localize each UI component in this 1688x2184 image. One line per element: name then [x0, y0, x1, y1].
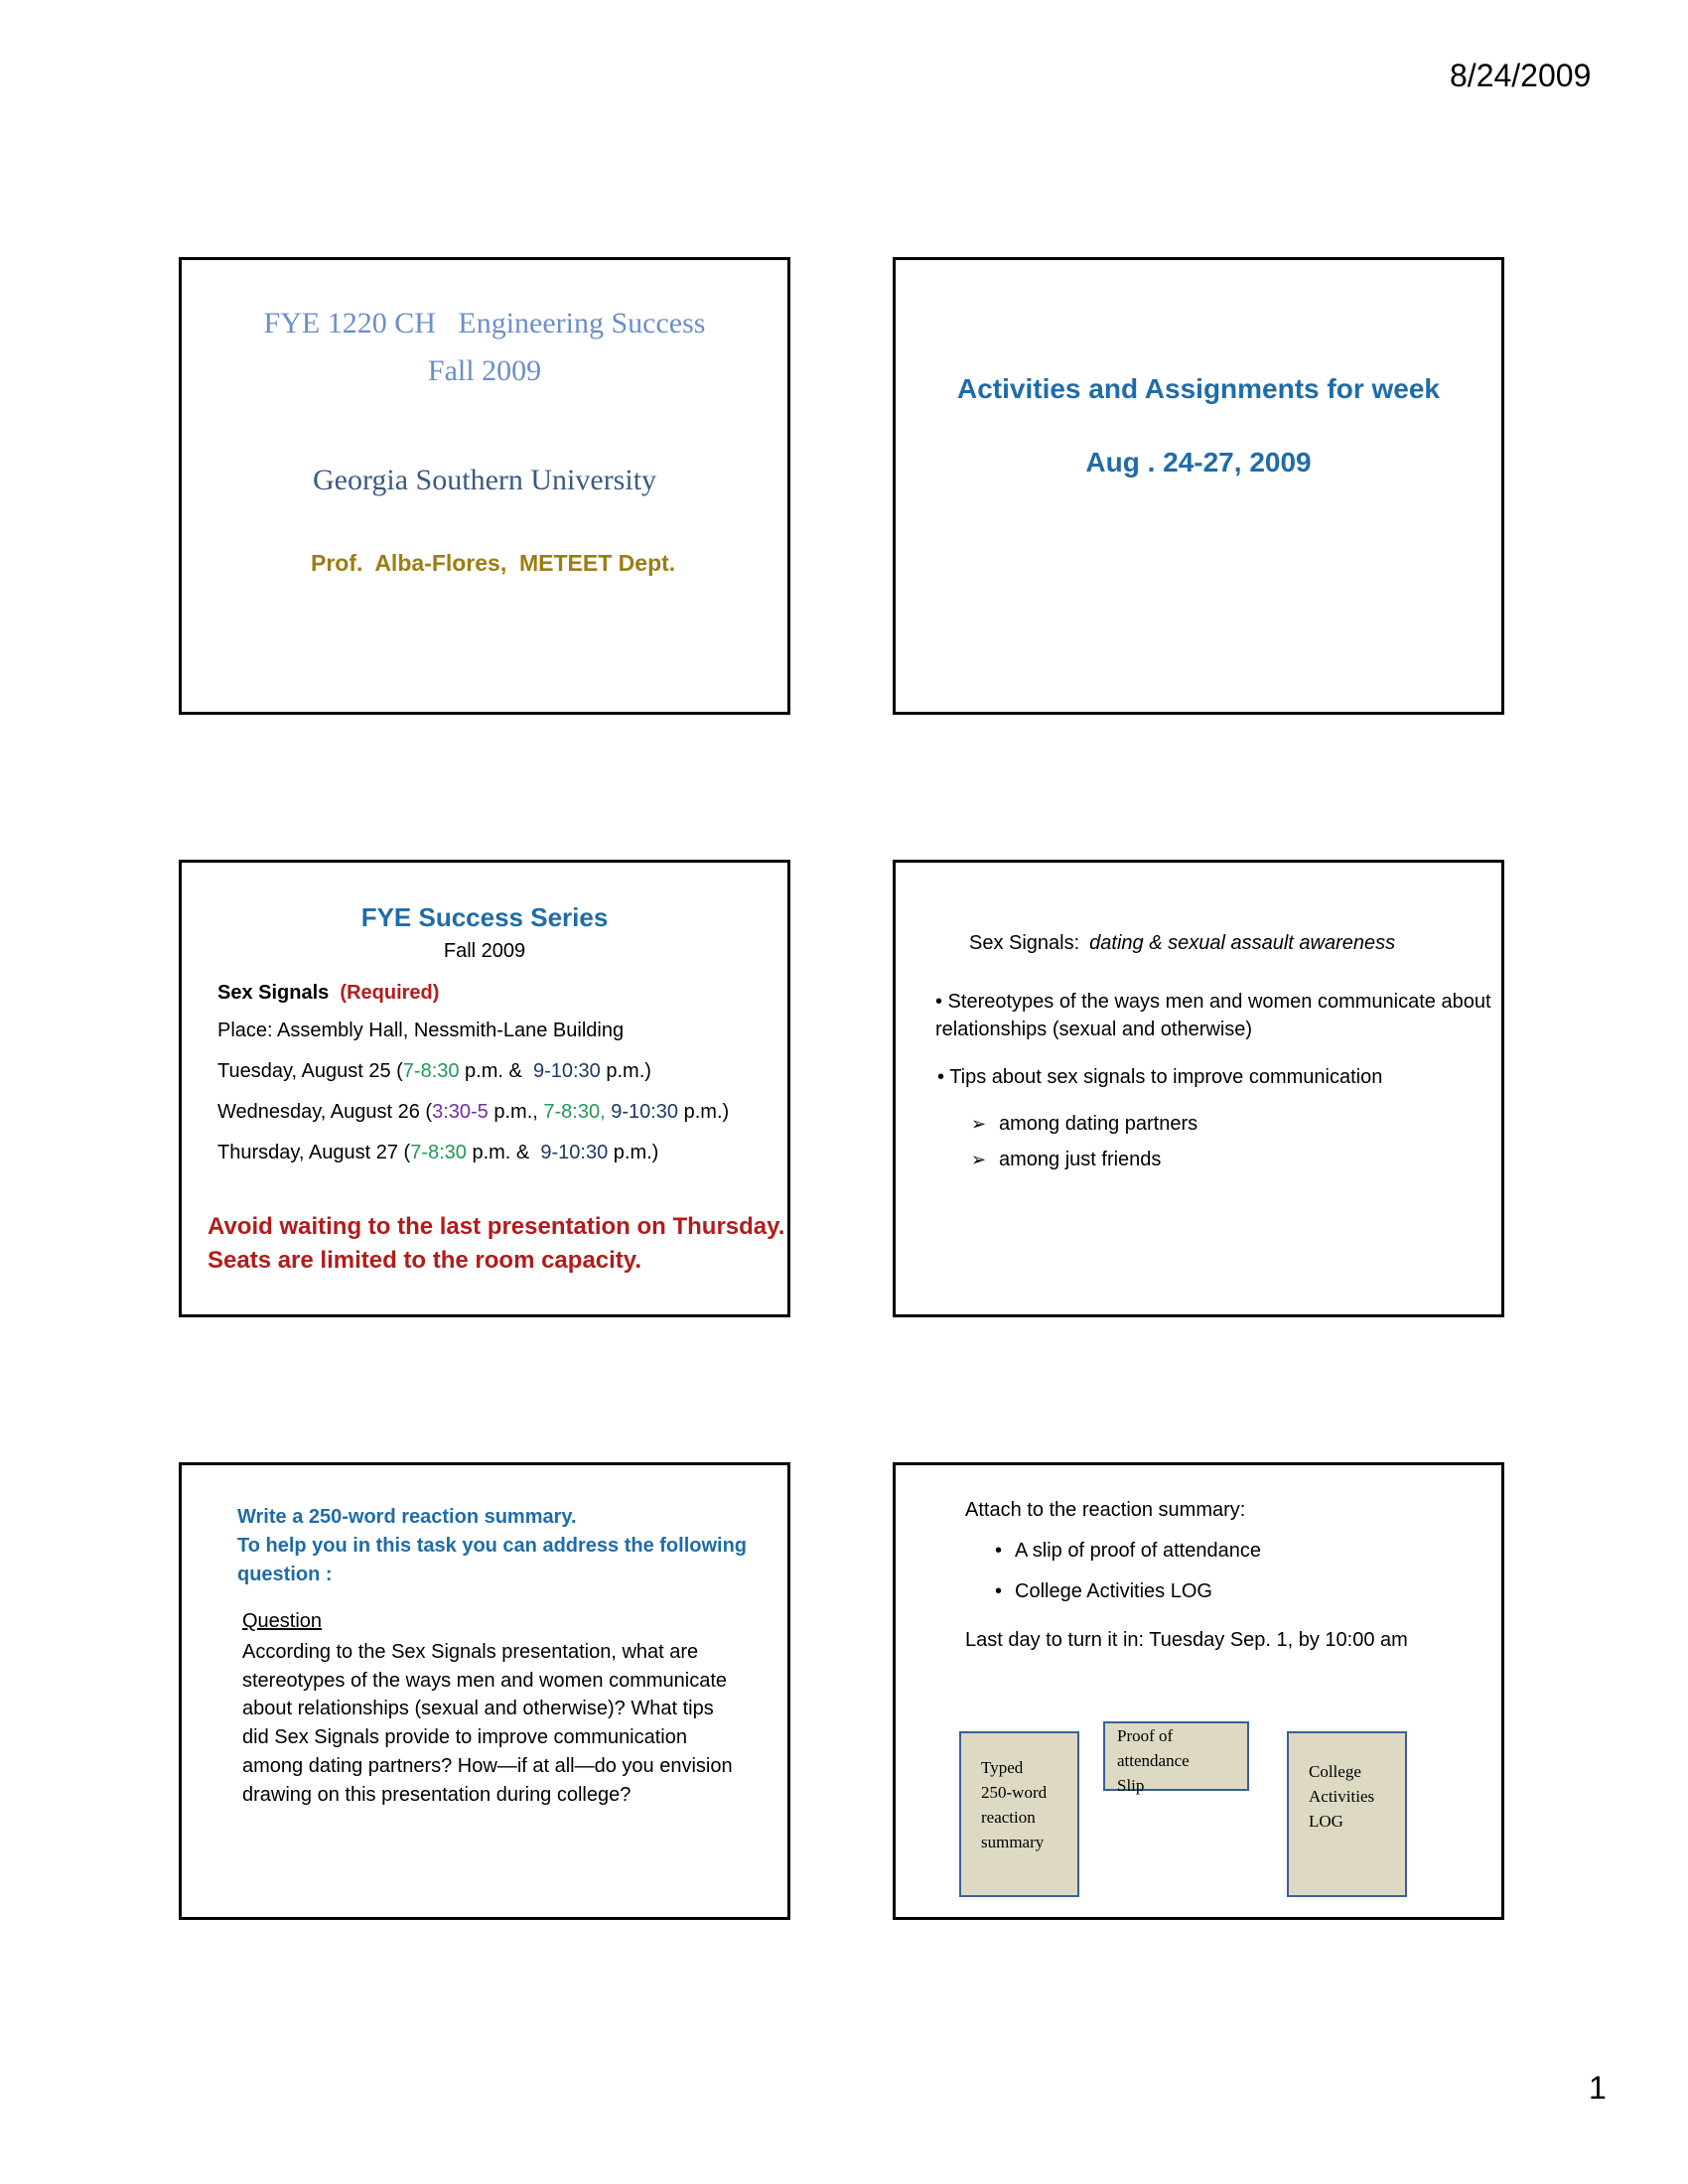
activities-dates: Aug . 24-27, 2009	[1085, 447, 1312, 478]
question-heading: Question	[242, 1610, 323, 1632]
slide-attachments	[893, 1462, 1504, 1920]
box-line: summary	[981, 1833, 1045, 1851]
tuesday-end: p.m.)	[600, 1060, 651, 1082]
required-label: (Required)	[340, 982, 440, 1004]
box-line: Typed	[981, 1758, 1024, 1777]
wednesday-end: p.m.)	[678, 1101, 730, 1123]
tuesday-time2: 9-10:30	[532, 1060, 601, 1082]
subbullet-friends	[971, 1149, 1161, 1171]
professor-line: Prof. Alba-Flores, METEET Dept.	[311, 550, 676, 576]
event-name: Sex Signals	[217, 982, 330, 1004]
typed-summary-box	[959, 1731, 1079, 1897]
page-number: 1	[1589, 2070, 1607, 2106]
intro-line1: Write a 250-word reaction summary.	[237, 1506, 577, 1528]
activities-log-box	[1287, 1731, 1407, 1897]
course-title	[182, 300, 787, 395]
arrow-bullet-icon: ➢	[971, 1150, 987, 1169]
slide-activities	[893, 257, 1504, 715]
warning-line1: Avoid waiting to the last presentation on Thursday.	[208, 1213, 785, 1240]
thursday-mid: p.m. &	[466, 1142, 541, 1163]
attach-bullet-slip	[995, 1540, 1261, 1563]
question-text: According to the Sex Signals presentation, what are stereotypes of the ways men and women communicate about relationships (sexual and otherwise)? What tips did Sex Signals provide to improve communication among dating partners? How—if at all—do you envision drawing on this presentation during college?	[242, 1641, 733, 1806]
subbullet-dating	[971, 1113, 1197, 1136]
box-line: LOG	[1309, 1812, 1343, 1831]
series-subtitle: Fall 2009	[443, 940, 526, 962]
tuesday-day: Tuesday, August 25 (	[217, 1060, 403, 1082]
wednesday-time2: 7-8:30,	[543, 1101, 606, 1123]
schedule-thursday	[217, 1142, 658, 1164]
course-line1: FYE 1220 CH Engineering Success	[263, 307, 706, 340]
course-line2: Fall 2009	[427, 354, 542, 387]
box-line: Slip	[1117, 1776, 1145, 1795]
event-name-line	[217, 982, 439, 1005]
slide-success-series	[179, 860, 790, 1317]
sex-signals-title	[969, 932, 1395, 955]
slide-reaction-summary	[179, 1462, 790, 1920]
tuesday-mid: p.m. &	[459, 1060, 533, 1082]
assignment-intro	[237, 1503, 774, 1589]
attach-item: A slip of proof of attendance	[1015, 1540, 1261, 1562]
university-name: Georgia Southern University	[312, 464, 657, 496]
title-main: Sex Signals:	[969, 932, 1080, 954]
deadline-text: Last day to turn it in: Tuesday Sep. 1, by 10:00 am	[965, 1629, 1408, 1651]
intro-line2: To help you in this task you can address the following question :	[237, 1535, 748, 1585]
attach-item: College Activities LOG	[1015, 1580, 1212, 1602]
wednesday-time3: 9-10:30	[611, 1101, 679, 1123]
proof-slip-box	[1103, 1721, 1249, 1795]
attach-heading: Attach to the reaction summary:	[965, 1499, 1246, 1521]
box-line: College	[1309, 1762, 1361, 1781]
arrow-bullet-icon: ➢	[971, 1114, 987, 1134]
thursday-time1: 7-8:30	[410, 1142, 467, 1163]
thursday-time2: 9-10:30	[540, 1142, 609, 1163]
box-line: 250-word	[981, 1783, 1048, 1802]
subbullet-label: among dating partners	[999, 1113, 1198, 1135]
activities-title: Activities and Assignments for week	[957, 373, 1440, 404]
bullet-stereotypes: • Stereotypes of the ways men and women communicate about relationships (sexual and otherwise)	[935, 991, 1491, 1040]
box-line: Activities	[1309, 1787, 1375, 1806]
thursday-day: Thursday, August 27 (	[217, 1142, 411, 1163]
thursday-end: p.m.)	[608, 1142, 659, 1163]
page-date: 8/24/2009	[1450, 58, 1592, 93]
schedule-wednesday	[217, 1101, 729, 1124]
box-line: Proof of	[1117, 1726, 1174, 1745]
attach-bullet-log	[995, 1580, 1212, 1603]
box-line: attendance	[1117, 1751, 1190, 1770]
warning-text	[208, 1210, 784, 1278]
schedule-tuesday	[217, 1060, 651, 1083]
wednesday-time1: 3:30-5	[432, 1101, 489, 1123]
slide-sex-signals	[893, 860, 1504, 1317]
bullet-dot-icon: •	[995, 1580, 1003, 1602]
subbullet-label: among just friends	[999, 1149, 1162, 1170]
tuesday-time1: 7-8:30	[402, 1060, 460, 1082]
bullet-dot-icon: •	[995, 1540, 1003, 1562]
series-title: FYE Success Series	[360, 902, 609, 932]
box-line: reaction	[981, 1808, 1036, 1827]
slide-title	[179, 257, 790, 715]
wednesday-day: Wednesday, August 26 (	[217, 1101, 433, 1123]
warning-line2: Seats are limited to the room capacity.	[208, 1247, 642, 1274]
title-sub: dating & sexual assault awareness	[1089, 932, 1396, 954]
wednesday-mid1: p.m.,	[488, 1101, 544, 1123]
event-place: Place: Assembly Hall, Nessmith-Lane Building	[217, 1020, 625, 1041]
bullet-tips: • Tips about sex signals to improve communication	[937, 1066, 1383, 1088]
